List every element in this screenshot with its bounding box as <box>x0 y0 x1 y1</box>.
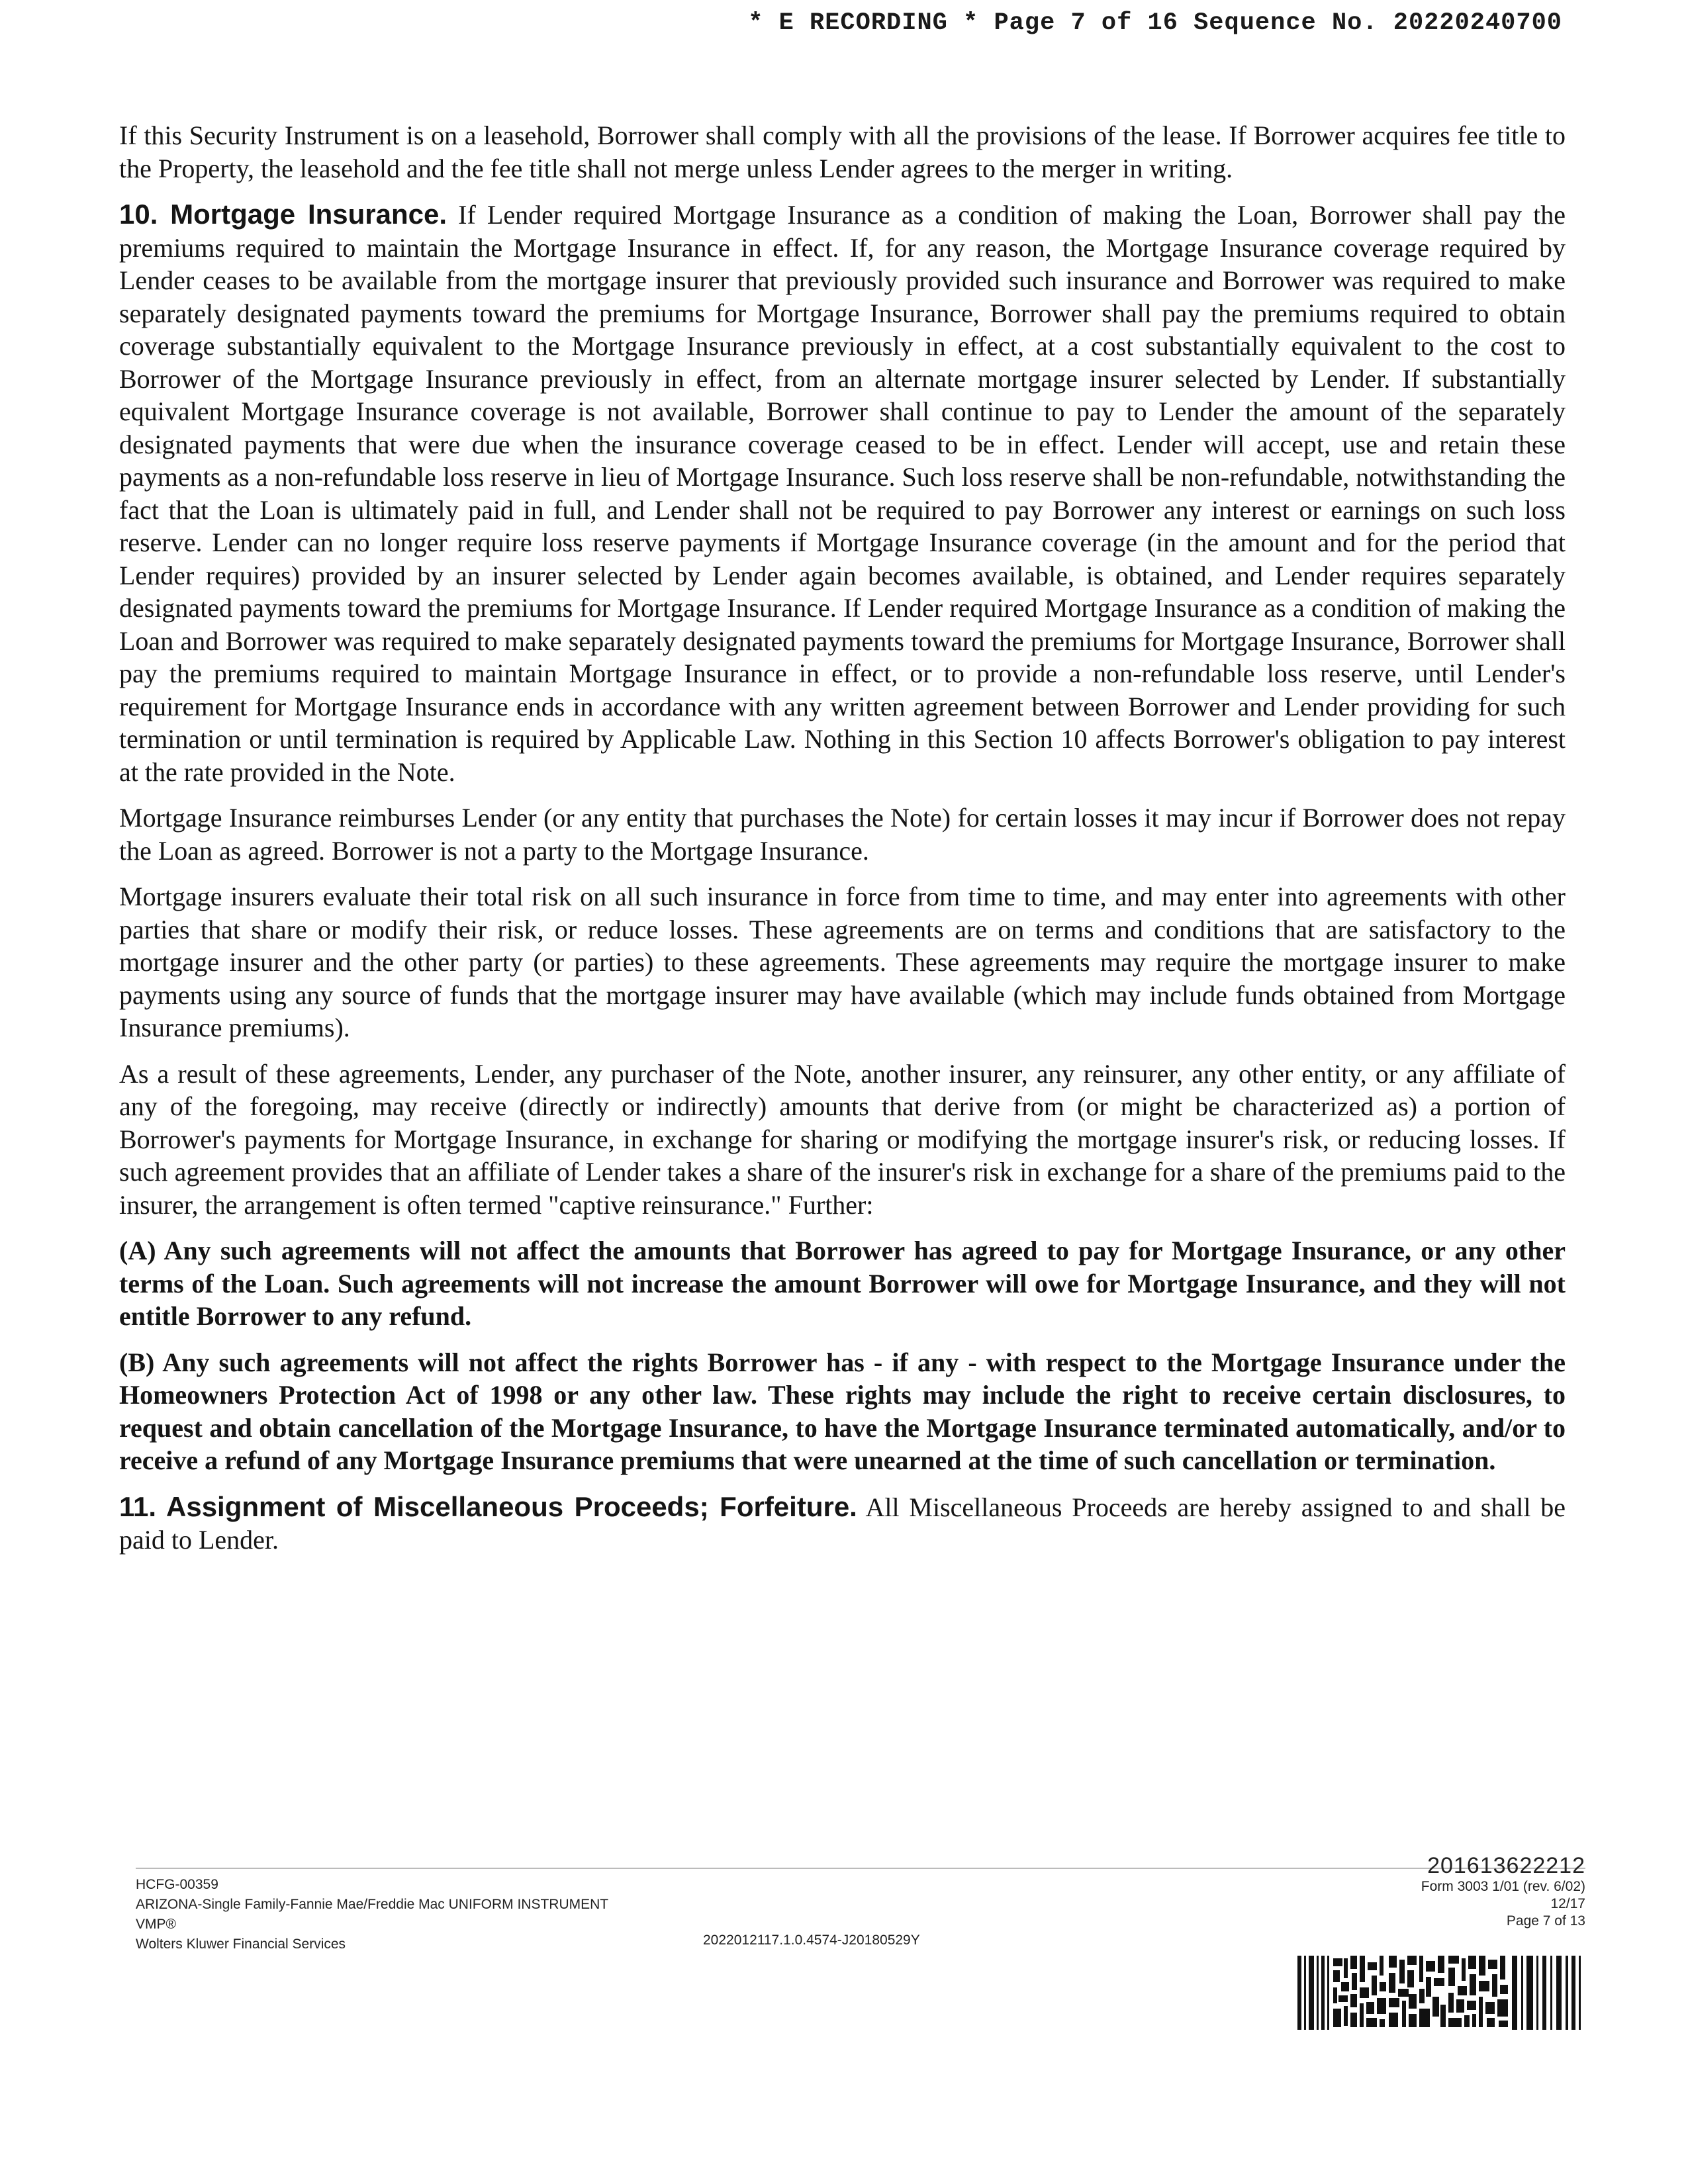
footer-divider <box>136 1868 1585 1869</box>
agreements-result-paragraph: As a result of these agreements, Lender, any purchaser of the Note, another insurer, any reinsurer, any other entity, or any affiliate of any of the foregoing, may receive (directly or indirectly) amounts that derive from (or might be characterized as) a portion of Borrower's payments for Mortgage Insurance, in exchange for sharing or modifying the mortgage insurer's risk, or reducing losses. If such agreement provides that an affiliate of Lender takes a share of the insurer's risk in exchange for a share of the premiums paid to the insurer, the arrangement is often termed "captive reinsurance." Further: <box>119 1058 1566 1220</box>
section-11-text: All Miscellaneous Proceeds are hereby assigned to and shall be paid to Lender. <box>119 1492 1566 1555</box>
section-11-paragraph <box>119 1490 1566 1557</box>
footer-vmp: VMP® <box>136 1917 176 1932</box>
barcode-image <box>1297 1956 1582 2030</box>
section-10-text: If Lender required Mortgage Insurance as a condition of making the Loan, Borrower shall pay the premiums required to maintain the Mortgage Insurance in effect. If, for any reason, the Mortgage Insurance coverage required by Lender ceases to be available from the mortgage insurer that previously provided such insurance and Borrower was required to make separately designated payments toward the premiums for Mortgage Insurance, Borrower shall pay the premiums required to obtain coverage substantially equivalent to the Mortgage Insurance previously in effect, at a cost substantially equivalent to the cost to Borrower of the Mortgage Insurance previously in effect, from an alternate mortgage insurer selected by Lender. If substantially equivalent Mortgage Insurance coverage is not available, Borrower shall continue to pay to Lender the amount of the separately designated payments that were due when the insurance coverage ceased to be in effect. Lender will accept, use and retain these payments as a non-refundable loss reserve in lieu of Mortgage Insurance. Such loss reserve shall be non-refundable, notwithstanding the fact that the Loan is ultimately paid in full, and Lender shall not be required to pay Borrower any interest or earnings on such loss reserve. Lender can no longer require loss reserve payments if Mortgage Insurance coverage (in the amount and for the period that Lender requires) provided by an insurer selected by Lender again becomes available, is obtained, and Lender requires separately designated payments toward the premiums for Mortgage Insurance. If Lender required Mortgage Insurance as a condition of making the Loan and Borrower was required to make separately designated payments toward the premiums for Mortgage Insurance, Borrower shall pay the premiums required to maintain Mortgage Insurance in effect, or to provide a non-refundable loss reserve, until Lender's requirement for Mortgage Insurance ends in accordance with any written agreement between Borrower and Lender providing for such termination or until termination is required by Applicable Law. Nothing in this Section 10 affects Borrower's obligation to pay interest at the rate provided in the Note. <box>119 200 1566 787</box>
footer-left-block <box>136 1875 608 1954</box>
footer-document-number: 201613622212 <box>1427 1853 1585 1878</box>
footer-form-date: 12/17 <box>1550 1896 1585 1911</box>
document-body <box>119 119 1566 1570</box>
clause-a-paragraph: (A) Any such agreements will not affect the amounts that Borrower has agreed to pay for Mortgage Insurance, or any other terms of the Loan. Such agreements will not increase the amount Borrower will owe for Mortgage Insurance, and they will not entitle Borrower to any refund. <box>119 1236 1566 1331</box>
leasehold-paragraph: If this Security Instrument is on a leasehold, Borrower shall comply with all the provisions of the lease. If Borrower acquires fee title to the Property, the leasehold and the fee title shall not merge unless Lender agrees to the merger in writing. <box>119 120 1566 183</box>
footer-page-label: Page 7 of 13 <box>1506 1913 1585 1929</box>
footer-form-code: HCFG-00359 <box>136 1877 218 1892</box>
footer-instrument-name: ARIZONA-Single Family-Fannie Mae/Freddie Mac UNIFORM INSTRUMENT <box>136 1897 609 1912</box>
section-10-paragraph <box>119 198 1566 788</box>
footer-right-block <box>1421 1853 1585 1930</box>
footer-publisher: Wolters Kluwer Financial Services <box>136 1936 346 1952</box>
section-11-heading: 11. Assignment of Miscellaneous Proceeds; Forfeiture. <box>119 1490 857 1522</box>
clause-b-paragraph: (B) Any such agreements will not affect the rights Borrower has - if any - with respect to the Mortgage Insurance under the Homeowners Protection Act of 1998 or any other law. These rights may include the right to receive certain disclosures, to request and obtain cancellation of the Mortgage Insurance, to have the Mortgage Insurance terminated automatically, and/or to receive a refund of any Mortgage Insurance premiums that were unearned at the time of such cancellation or termination. <box>119 1347 1566 1475</box>
footer-tracking-id: 2022012117.1.0.4574-J20180529Y <box>703 1933 920 1948</box>
section-10-heading: 10. Mortgage Insurance. <box>119 199 447 230</box>
footer-form-number: Form 3003 1/01 (rev. 6/02) <box>1421 1879 1585 1894</box>
evaluate-risk-paragraph: Mortgage insurers evaluate their total risk on all such insurance in force from time to time, and may enter into agreements with other parties that share or modify their risk, or reduce losses. These agreements are on terms and conditions that are satisfactory to the mortgage insurer and the other party (or parties) to these agreements. These agreements may require the mortgage insurer to make payments using any source of funds that the mortgage insurer may have available (which may include funds obtained from Mortgage Insurance premiums). <box>119 882 1566 1042</box>
recording-header: * E RECORDING * Page 7 of 16 Sequence No. 20220240700 <box>748 9 1562 37</box>
reimburse-paragraph: Mortgage Insurance reimburses Lender (or any entity that purchases the Note) for certain losses it may incur if Borrower does not repay the Loan as agreed. Borrower is not a party to the Mortgage Insurance. <box>119 803 1566 866</box>
